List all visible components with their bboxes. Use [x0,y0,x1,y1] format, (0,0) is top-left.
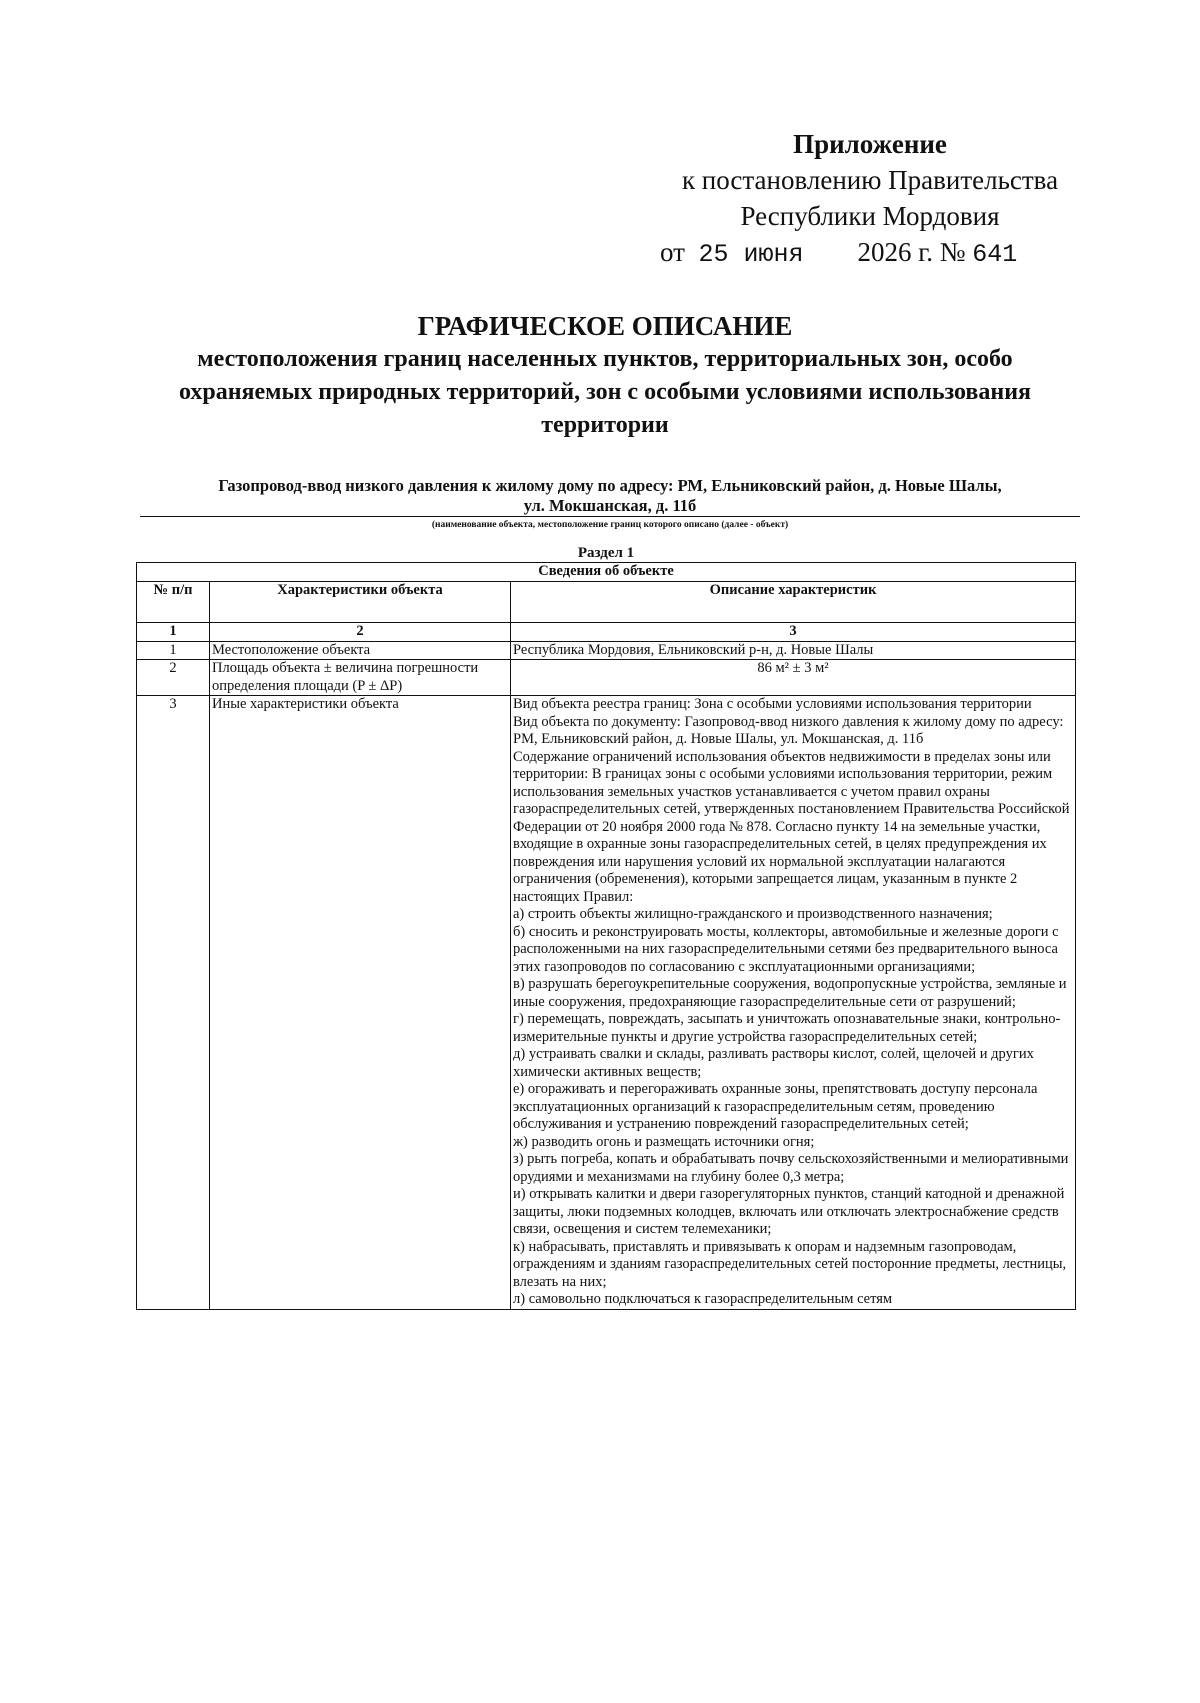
row-characteristic: Иные характеристики объекта [210,696,511,1310]
restriction-paragraph: Содержание ограничений использования объектов недвижимости в пределах зоны или территории: В границах зоны с особыми условиями использования территории, режим использования земельных участков устанавливается с учетом правил охраны газораспределительных сетей, утвержденных постановлением Правительства Российской Федерации от 20 ноября 2000 года № 878. Согласно пункту 14 на земельные участки, входящие в охранные зоны газораспределительных сетей, в целях предупреждения их повреждения или нарушения условий их нормальной эксплуатации налагаются ограничения (обременения), которыми запрещается лицам, указанным в пункте 2 настоящих Правил: [513,748,1070,905]
header-number: № п/п [137,582,210,623]
row-number: 3 [137,696,210,1310]
decree-year: 2026 г. № [857,237,966,267]
restriction-paragraph: Вид объекта по документу: Газопровод-ввод низкого давления к жилому дому по адресу: РМ, Ельниковский район, д. Новые Шалы, ул. Мокшанская, д. 11б [513,713,1064,747]
row-description: Республика Мордовия, Ельниковский р-н, д. Новые Шалы [511,641,1076,660]
restriction-item: г) перемещать, повреждать, засыпать и уничтожать опознавательные знаки, контрольно-измерительные пункты и другие устройства газораспределительных сетей; [513,1011,1061,1045]
restriction-item: з) рыть погреба, копать и обрабатывать почву сельскохозяйственными и мелиоративными орудиями и механизмами на глубину более 0,3 метра; [513,1151,1069,1185]
restriction-item: б) сносить и реконструировать мосты, коллекторы, автомобильные и железные дороги с расположенными на них газораспределительными сетями без предварительного выноса этих газопроводов по согласованию с эксплуатационными организациями; [513,923,1059,975]
object-info-table [136,562,1076,1310]
row-number: 2 [137,660,210,696]
row-description: 86 м² ± 3 м² [511,660,1076,696]
restriction-paragraph: Вид объекта реестра границ: Зона с особыми условиями использования территории [513,696,1032,712]
appendix-line-2: Республики Мордовия [740,201,1000,231]
row-description-other [511,696,1076,1310]
decree-date-line [660,234,1080,273]
table-header-row [137,582,1076,623]
restriction-item: ж) разводить огонь и размещать источники огня; [513,1133,815,1150]
appendix-header [660,126,1080,273]
restriction-item: к) набрасывать, приставлять и привязывать к опорам и надземным газопроводам, ограждениям и зданиям газораспределительных сетей посторонние предметы, лестницы, влезать на них; [513,1238,1067,1290]
restriction-item: а) строить объекты жилищно-гражданского и производственного назначения; [513,906,993,922]
row-characteristic: Площадь объекта ± величина погрешности определения площади (P ± ΔP) [210,660,511,696]
decree-number: 641 [972,240,1018,269]
object-name-block [140,476,1080,531]
column-number: 2 [210,623,511,642]
restriction-item: л) самовольно подключаться к газораспределительным сетям [513,1291,893,1307]
object-name-line-1: Газопровод-ввод низкого давления к жилому дому по адресу: РМ, Ельниковский район, д. Новые Шалы, [218,476,1002,495]
column-number-row [137,623,1076,642]
row-number: 1 [137,641,210,660]
column-number: 1 [137,623,210,642]
table-caption-row [137,563,1076,582]
object-name-line-2: ул. Мокшанская, д. 11б [140,496,1080,517]
table-row [137,660,1076,696]
restriction-item: в) разрушать берегоукрепительные сооружения, водопропускные устройства, земляные и иные сооружения, предохраняющие газораспределительные сети от разрушений; [513,976,1067,1010]
appendix-line-1: к постановлению Правительства [681,165,1059,195]
row-characteristic: Местоположение объекта [210,641,511,660]
table-caption: Сведения об объекте [137,563,1076,582]
restriction-item: д) устраивать свалки и склады, разливать растворы кислот, солей, щелочей и других химически активных веществ; [513,1046,1034,1080]
document-title-block [130,309,1080,442]
restriction-item: е) огораживать и перегораживать охранные зоны, препятствовать доступу персонала эксплуатационных организаций к газораспределительным сетям, проведению обслуживания и устранению повреждений газораспределительных сетей; [513,1081,1038,1132]
decree-day-month: 25 июня [698,240,804,269]
column-number: 3 [511,623,1076,642]
header-characteristic: Характеристики объекта [210,582,511,623]
date-prefix: от [660,237,685,267]
appendix-title: Приложение [793,129,947,159]
object-caption: (наименование объекта, местоположение границ которого описано (далее - объект) [431,520,789,530]
header-description: Описание характеристик [511,582,1076,623]
document-title: ГРАФИЧЕСКОЕ ОПИСАНИЕ [417,311,793,341]
restriction-item: и) открывать калитки и двери газорегуляторных пунктов, станций катодной и дренажной защиты, люки подземных колодцев, включать или отключать электроснабжение средств связи, освещения и систем телемеханики; [513,1186,1065,1237]
document-subtitle: местоположения границ населенных пунктов, территориальных зон, особо охраняемых природных территорий, зон с особыми условиями использования территории [178,346,1032,438]
table-row [137,641,1076,660]
table-row [137,696,1076,1310]
section-label: Раздел 1 [577,545,635,561]
